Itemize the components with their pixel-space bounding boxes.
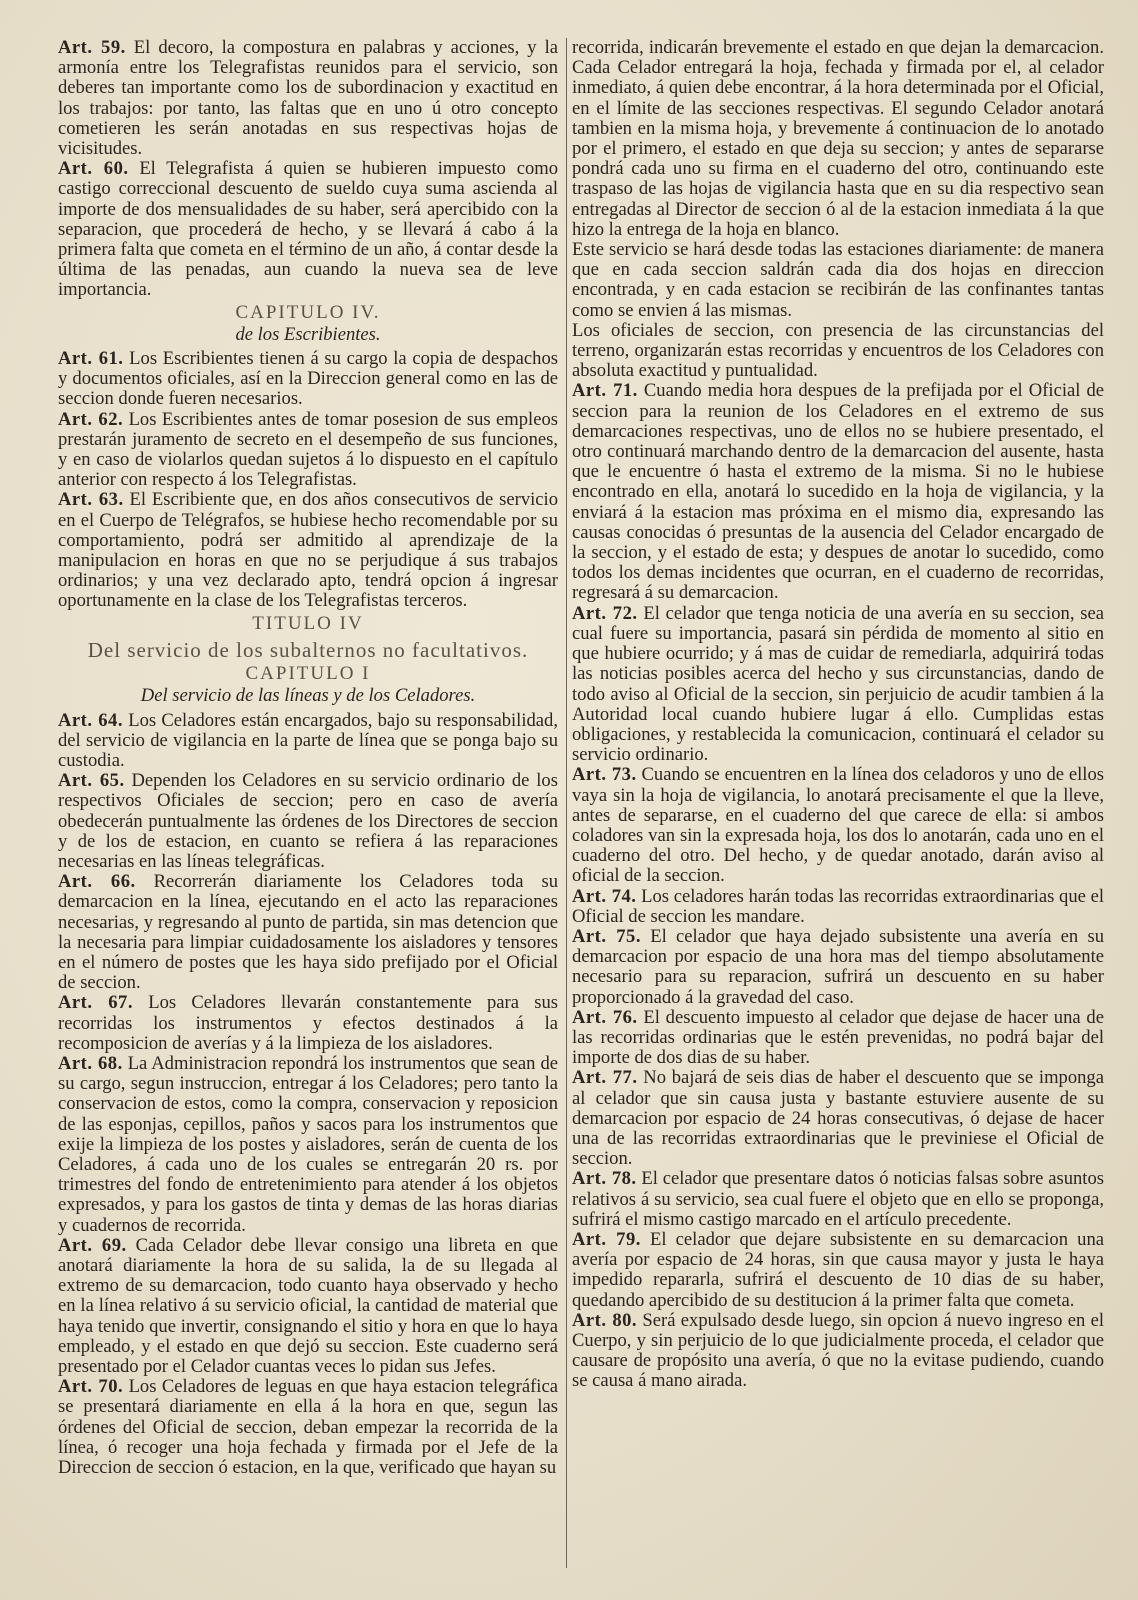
article-number: Art. 65. <box>58 770 125 792</box>
article-number: Art. 78. <box>572 1168 637 1190</box>
article-number: Art. 66. <box>58 871 136 893</box>
article-text: Los celadores harán todas las recorridas extraordinarias que el Oficial de seccion les mandare. <box>572 885 1104 927</box>
article-paragraph <box>572 1008 1104 1069</box>
article-paragraph <box>572 765 1104 886</box>
article-number: Art. 64. <box>58 709 124 731</box>
article-number: Art. 73. <box>572 764 637 786</box>
article-paragraph <box>58 993 558 1054</box>
article-number: Art. 70. <box>58 1376 124 1398</box>
article-number: Art. 74. <box>572 885 637 907</box>
article-text: No bajará de seis dias de haber el descuento que se imponga al celador que sin causa justa y bastante estuviere ausente de su demarcacion por espacio de 24 horas consecutivas, ó dejase de hacer una de las recorridas extraordinarias que le previniese el Oficial de seccion. <box>572 1067 1104 1170</box>
article-number: Art. 71. <box>572 380 638 402</box>
article-text: Los Celadores de leguas en que haya estacion telegráfica se presentará diariamente en ella á la hora en que, segun las órdenes del Oficial de seccion, deban empezar la recorrida de la línea, ó recoger una hoja fechada y firmada por el Jefe de la Direccion de seccion ó estacion, en la que, verificado que hayan su <box>58 1376 558 1479</box>
article-text: Los Escribientes tienen á su cargo la copia de despachos y documentos oficiales, así en la Direccion general como en las de seccion donde fueren necesarios. <box>58 348 559 410</box>
article-paragraph <box>572 604 1104 766</box>
article-paragraph <box>58 1054 558 1236</box>
article-paragraph <box>58 410 558 491</box>
section-heading: CAPITULO IV. <box>235 301 381 323</box>
article-text: El celador que haya dejado subsistente una avería en su demarcacion por espacio de una hora mas del tiempo absolutamente necesario para su reparacion, sufrirá un descuento en su haber proporcionado á la gravedad del caso. <box>572 925 1104 1008</box>
article-number: Art. 80. <box>572 1309 638 1331</box>
section-heading: CAPITULO I <box>245 663 371 685</box>
article-number: Art. 76. <box>572 1006 638 1028</box>
article-paragraph <box>572 1230 1104 1311</box>
article-paragraph <box>58 159 558 300</box>
article-paragraph <box>572 381 1104 603</box>
section-heading: TITULO IV <box>252 612 364 634</box>
article-text: El Telegrafista á quien se hubieren impuesto como castigo correccional descuento de sueldo cuya suma ascienda al importe de dos mensualidades de su haber, será apercibido con la separacion, que procederá de hecho, y se llevará á cabo á la primera falta que cometa en el término de un año, á contar desde la última de las penadas, aun cuando la nueva sea de leve importancia. <box>58 158 558 301</box>
article-number: Art. 67. <box>58 992 134 1014</box>
body-paragraph: recorrida, indicarán brevemente el estado en que dejan la demarcacion. Cada Celador entregará la hoja, fechada y firmada por el, al celador inmediato, á quien debe encontrar, á la hora determinada por el Oficial, en el límite de las secciones respectivas. El segundo Celador anotará tambien en la misma hoja, y brevemente á continuacion de lo anotado por el primero, el estado en que deja su seccion; y antes de separarse pondrá cada uno su firma en el cuaderno del otro, continuando este traspaso de las hojas de vigilancia hasta que en su dia respectivo sean entregadas al Director de seccion ó al de la estacion inmediata á la que hizo la entrega de la hoja en blanco. <box>572 37 1104 240</box>
article-text: Cuando se encuentren en la línea dos celadoros y uno de ellos vaya sin la hoja de vigilancia, lo anotará precisamente el que la lleve, antes de separarse, en el cuaderno del que carece de ella: si ambos coladores van sin la expresada hoja, los dos lo anotarán, cada uno en el cuaderno del otro. Del hecho, y de quedar anotado, darán aviso al oficial de la seccion. <box>572 764 1104 887</box>
article-paragraph <box>572 887 1104 927</box>
article-text: Los Celadores llevarán constantemente para sus recorridas los instrumentos y efectos destinados á la recomposicion de averías y á la limpieza de los aisladores. <box>58 992 558 1054</box>
article-text: El celador que dejare subsistente en su demarcacion una avería por espacio de 24 horas, sin que causa mayor y justa le haya impedido repararla, sufrirá el descuento de 10 dias de su haber, quedando apercibido de su destitucion á la primer falta que cometa. <box>572 1228 1104 1311</box>
right-column <box>572 38 1104 1392</box>
article-text: El Escribiente que, en dos años consecutivos de servicio en el Cuerpo de Telégrafos, se hubiese hecho recomendable por su comportamiento, podrá ser admitido al aprendizaje de la manipulacion en horas en que no se perjudique á sus trabajos ordinarios; y una vez declarado apto, tendrá opcion á ingresar oportunamente en la clase de los Telegrafistas terceros. <box>58 489 558 612</box>
article-paragraph <box>572 1311 1104 1392</box>
article-paragraph <box>58 711 558 772</box>
article-paragraph <box>572 927 1104 1008</box>
article-paragraph <box>58 872 558 993</box>
article-number: Art. 79. <box>572 1228 641 1250</box>
section-subheading: Del servicio de las líneas y de los Celadores. <box>140 685 476 707</box>
article-paragraph <box>58 1377 558 1478</box>
body-paragraph: Los oficiales de seccion, con presencia de las circunstancias del terreno, organizarán estas recorridas y encuentros de los Celadores con absoluta exactitud y puntualidad. <box>572 319 1104 382</box>
article-text: La Administracion repondrá los instrumentos que sean de su cargo, segun instruccion, entregar á los Celadores; pero tanto la conservacion de estos, como la compra, conservacion y reposicion de las esponjas, cepillos, paños y sacos para los instrumentos que exije la limpieza de los postes y aisladores, serán de cuenta de los Celadores, á cada uno de los cuales se entregarán 20 rs. por trimestres del fondo de entretenimiento para atender á los objetos expresados, y para los gastos de tinta y demas de las horas diarias y cuadernos de recorrida. <box>58 1052 558 1236</box>
article-text: El celador que presentare datos ó noticias falsas sobre asuntos relativos á su servicio, sea cual fuere el objeto que en ello se proponga, sufrirá el mismo castigo marcado en el artículo precedente. <box>572 1168 1105 1230</box>
article-number: Art. 72. <box>572 602 638 624</box>
article-text: El decoro, la compostura en palabras y acciones, y la armonía entre los Telegrafistas reunidos para el servicio, son deberes tan importante como los de subordinacion y exactitud en los trabajos: por tanto, las faltas que en uno ú otro concepto cometieren les serán anotadas en sus respectivas hojas de vicisitudes. <box>58 37 558 160</box>
article-text: El descuento impuesto al celador que dejase de hacer una de las recorridas ordinarias que le estén prevenidas, no podrá bajar del importe de dos dias de su haber. <box>572 1006 1104 1069</box>
article-number: Art. 63. <box>58 489 124 511</box>
column-divider <box>566 38 567 1568</box>
article-number: Art. 60. <box>58 158 129 180</box>
article-paragraph <box>58 38 558 159</box>
article-text: Será expulsado desde luego, sin opcion á nuevo ingreso en el Cuerpo, y sin perjuicio de lo que judicialmente proceda, el celador que causare de propósito una avería, ó que no la evitase pudiendo, cuando se causa á mano airada. <box>572 1309 1104 1392</box>
article-paragraph <box>58 771 558 872</box>
article-text: Recorrerán diariamente los Celadores toda su demarcacion en la línea, ejecutando en el acto las reparaciones necesarias, y regresando al punto de partida, sin mas detencion que la necesaria para limpiar cuidadosamente los aisladores y tensores en el número de postes que les haya sido prefijado por el Oficial de seccion. <box>58 871 558 994</box>
left-column <box>58 38 558 1478</box>
article-paragraph <box>58 490 558 611</box>
section-subheading: de los Escribientes. <box>235 323 381 345</box>
article-text: Cada Celador debe llevar consigo una libreta en que anotará diariamente la hora de su salida, la de su llegada al extremo de su demarcacion, todo cuanto haya observado y hecho en la línea relativo á su servicio oficial, la cantidad de material que haya tenido que invertir, consignando el sitio y hora en que lo haya empleado, y el estado en que dejó su seccion. Este cuaderno será presentado por el Celador cuantas veces lo pidan sus Jefes. <box>58 1234 558 1377</box>
article-text: Los Celadores están encargados, bajo su responsabilidad, del servicio de vigilancia en la parte de línea que se ponga bajo su custodia. <box>58 709 558 771</box>
article-number: Art. 59. <box>58 37 126 58</box>
article-number: Art. 69. <box>58 1234 127 1256</box>
article-number: Art. 77. <box>572 1067 638 1089</box>
article-number: Art. 62. <box>58 408 124 430</box>
article-text: Dependen los Celadores en su servicio ordinario de los respectivos Oficiales de seccion; pero en caso de avería obedecerán puntualmente las órdenes de los Directores de seccion y de los de estacion, en cuanto se refiera á las reparaciones necesarias en las líneas telegráficas. <box>58 770 558 872</box>
body-paragraph: Este servicio se hará desde todas las estaciones diariamente: de manera que en cada seccion saldrán cada dia dos hojas en direccion encontrada, y en cada estacion se recibirán de las confinantes tantas como se envien á las mismas. <box>572 239 1104 321</box>
title-heading: Del servicio de los subalternos no facultativos. <box>87 637 529 662</box>
article-paragraph <box>572 1169 1104 1230</box>
article-text: Cuando media hora despues de la prefijada por el Oficial de seccion para la reunion de los Celadores en el extremo de sus demarcaciones respectivas, uno de ellos no se hubiere presentado, el otro continuará marchando dentro de la demarcacion del ausente, hasta que le encuentre ó hasta el extremo de la misma. Si no le hubiese encontrado en ella, anotará lo sucedido en la hoja de vigilancia, y la enviará á la estacion mas próxima en el mismo dia, expresando las causas conocidas ó presuntas de la ausencia del Celador encargado de la seccion, y el estado de esta; y despues de anotar lo sucedido, como todos los demas incidentes que ocurran, en el cuaderno de recorridas, regresará á su demarcacion. <box>572 380 1105 604</box>
article-text: El celador que tenga noticia de una avería en su seccion, sea cual fuere su importancia, pasará sin pérdida de momento al sitio en que hubiere ocurrido; y á mas de cuidar de remediarla, adquirirá todas las noticias posibles acerca del hecho y sus circunstancias, dando de todo aviso al Oficial de la seccion, sin perjuicio de acudir tambien á la Autoridad local cuando hubiere lugar á ello. Cumplidas estas obligaciones, y restablecida la comunicacion, continuará el celador su servicio ordinario. <box>572 602 1104 766</box>
article-number: Art. 61. <box>58 348 124 370</box>
article-number: Art. 75. <box>572 925 641 947</box>
article-paragraph <box>572 1068 1104 1169</box>
article-paragraph <box>58 349 558 410</box>
article-number: Art. 68. <box>58 1052 123 1074</box>
article-text: Los Escribientes antes de tomar posesion de sus empleos prestarán juramento de secreto en el desempeño de sus funciones, y en caso de violarlos quedan sujetos á lo dispuesto en el capítulo anterior con respecto á los Telegrafistas. <box>58 408 559 491</box>
article-paragraph <box>58 1236 558 1377</box>
